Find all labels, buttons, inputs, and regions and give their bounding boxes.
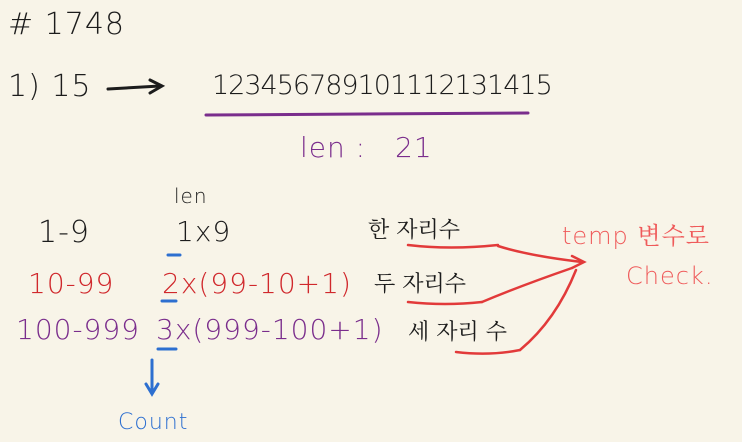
side-note-line-2: Check. [626,262,714,290]
len-header: len [174,184,208,208]
range-2: 10-99 [28,267,115,300]
count-note: Count [118,410,189,435]
digit-sequence: 123456789101112131415 [212,70,552,101]
down-arrow-icon [146,360,158,394]
digit-label-2: 두 자리수 [374,272,467,297]
right-arrow-icon [108,80,162,93]
side-note-line-1: temp 변수로 [562,222,710,250]
range-3: 100-999 [16,313,140,346]
label-underline-2 [408,302,482,304]
length-label: len : [300,131,367,164]
digit-label-1: 한 자리수 [368,218,461,243]
example-label: 1) 15 [8,69,92,104]
label-underline-1 [408,245,498,248]
formula-2: 2x(99-10+1) [162,267,352,300]
range-1: 1-9 [38,215,90,250]
label-underline-3 [456,350,520,354]
fraction-line [206,113,528,115]
length-value: 21 [395,131,433,164]
formula-1: 1x9 [176,215,232,248]
formula-3: 3x(999-100+1) [156,313,384,346]
page-title: # 1748 [8,7,126,42]
digit-label-3: 세 자리 수 [408,320,507,345]
